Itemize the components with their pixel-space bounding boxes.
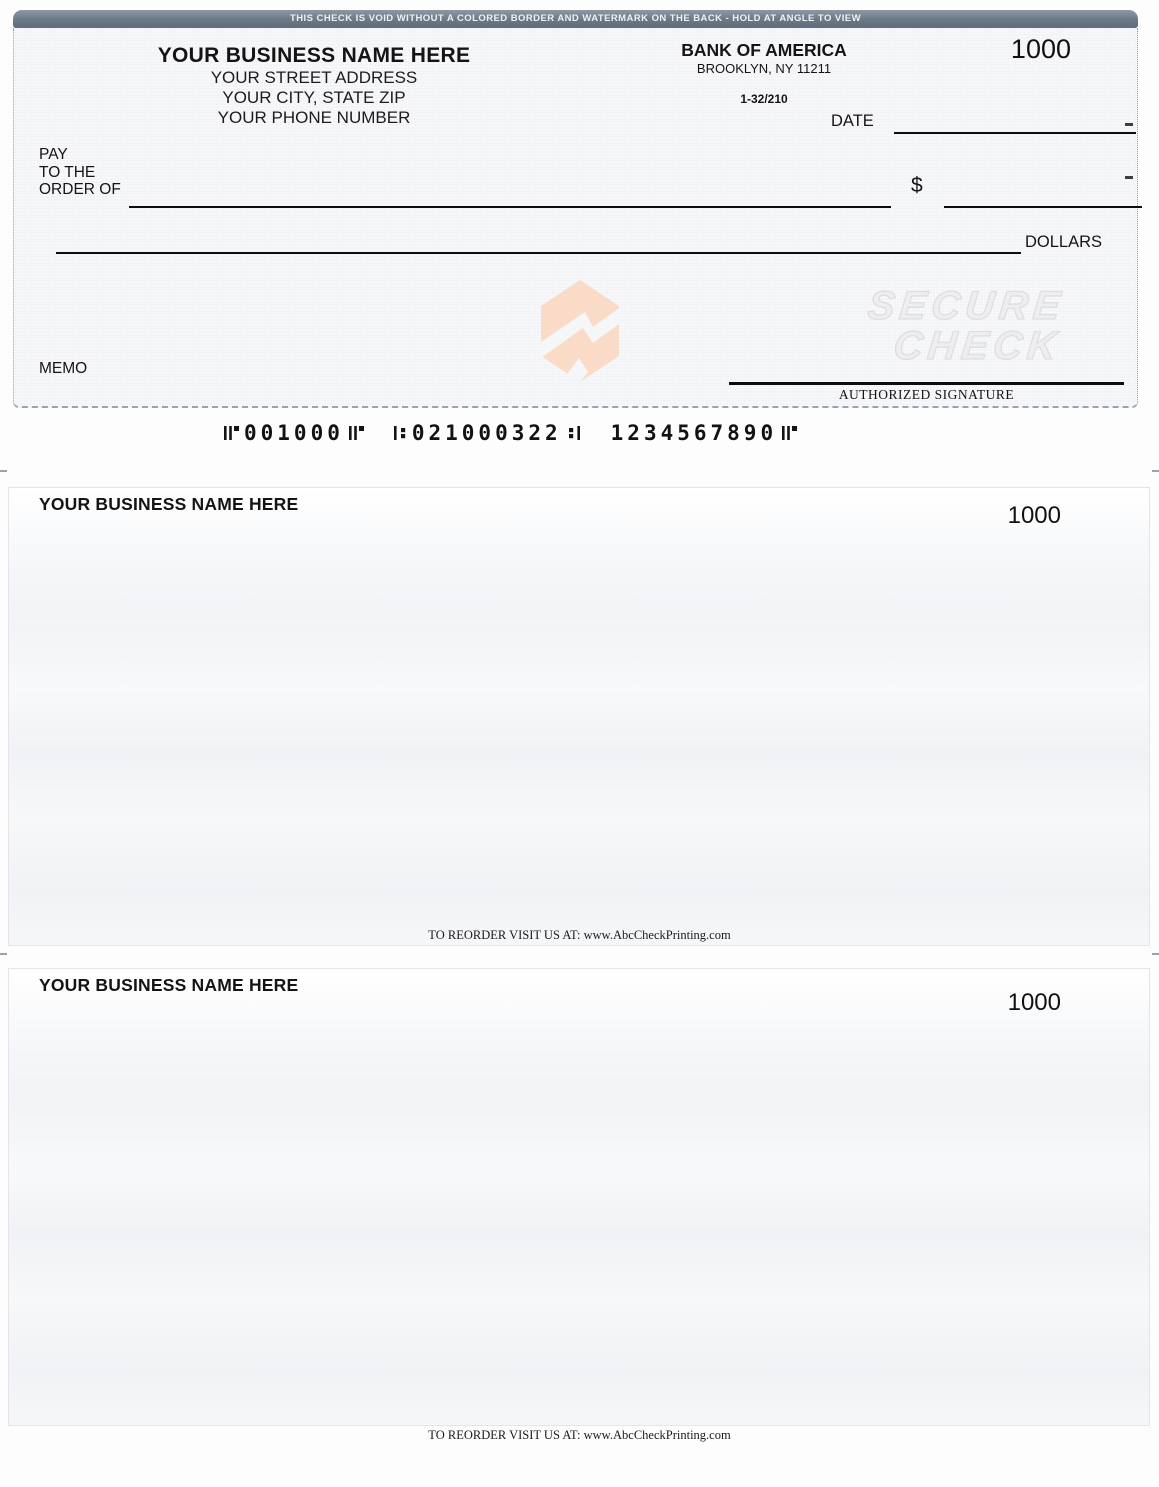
written-amount-line bbox=[56, 228, 1021, 254]
secure-hexagon-watermark-icon bbox=[541, 280, 619, 382]
signature-line bbox=[729, 358, 1124, 385]
check-number: 1000 bbox=[1010, 34, 1071, 64]
payer-street-address: YOUR STREET ADDRESS bbox=[210, 68, 418, 87]
micr-routing-number: 021000322 bbox=[411, 421, 562, 445]
micr-on-us-symbol bbox=[349, 422, 364, 444]
stub-business-name: YOUR BUSINESS NAME HERE bbox=[39, 494, 299, 514]
micr-check-number: 001000 bbox=[244, 421, 344, 445]
payer-business-name: YOUR BUSINESS NAME HERE bbox=[157, 44, 471, 67]
bank-name: BANK OF AMERICA bbox=[681, 40, 847, 60]
memo-label: MEMO bbox=[39, 360, 88, 377]
perforation-tick bbox=[0, 470, 7, 472]
date-line bbox=[894, 108, 1136, 134]
pay-to-the-order-of-label bbox=[39, 146, 121, 199]
registration-tick bbox=[1125, 176, 1133, 179]
signature-area bbox=[729, 358, 1124, 403]
payer-address-block bbox=[109, 44, 519, 128]
ghost-word-check: CHECK bbox=[891, 324, 1064, 368]
perforation-tick bbox=[0, 953, 7, 955]
pay-label-line2: TO THE bbox=[39, 163, 96, 181]
reorder-notice: TO REORDER VISIT US AT: www.AbcCheckPrinting.com bbox=[428, 928, 731, 942]
registration-tick bbox=[1125, 123, 1133, 126]
micr-on-us-symbol bbox=[224, 422, 239, 444]
voucher-stub-2 bbox=[8, 968, 1150, 1426]
void-warning-banner: THIS CHECK IS VOID WITHOUT A COLORED BORDER AND WATERMARK ON THE BACK - HOLD AT ANGLE TO VIEW bbox=[13, 10, 1138, 28]
reorder-notice: TO REORDER VISIT US AT: www.AbcCheckPrinting.com bbox=[428, 1428, 731, 1442]
secure-check-ghost-watermark bbox=[862, 286, 1110, 366]
perforation-tick bbox=[1152, 470, 1159, 472]
micr-on-us-symbol bbox=[782, 422, 797, 444]
check-body bbox=[13, 28, 1138, 408]
pay-label-line1: PAY bbox=[39, 146, 68, 163]
stub-business-name: YOUR BUSINESS NAME HERE bbox=[39, 975, 299, 995]
bank-block bbox=[629, 40, 899, 106]
bank-fraction-number: 1-32/210 bbox=[740, 92, 788, 106]
ghost-word-secure: SECURE bbox=[865, 284, 1068, 328]
dollar-sign: $ bbox=[911, 174, 923, 197]
dollars-label: DOLLARS bbox=[1025, 233, 1103, 251]
stub-check-number: 1000 bbox=[1007, 502, 1061, 529]
micr-transit-symbol bbox=[394, 422, 407, 444]
amount-line bbox=[944, 182, 1142, 208]
voucher-stub-1 bbox=[8, 487, 1150, 946]
payer-city-state-zip: YOUR CITY, STATE ZIP bbox=[222, 88, 406, 107]
stub-check-number: 1000 bbox=[1007, 989, 1061, 1016]
micr-line bbox=[222, 420, 799, 446]
pay-label-line3: ORDER OF bbox=[39, 181, 121, 198]
payer-phone-number: YOUR PHONE NUMBER bbox=[217, 108, 411, 127]
business-check bbox=[13, 10, 1138, 408]
bank-city: BROOKLYN, NY 11211 bbox=[696, 61, 832, 76]
micr-account-number: 1234567890 bbox=[610, 421, 778, 445]
date-label: DATE bbox=[831, 112, 874, 130]
authorized-signature-label: AUTHORIZED SIGNATURE bbox=[838, 387, 1015, 402]
micr-transit-symbol bbox=[567, 422, 580, 444]
perforation-tick bbox=[1152, 953, 1159, 955]
payee-line bbox=[129, 182, 891, 208]
